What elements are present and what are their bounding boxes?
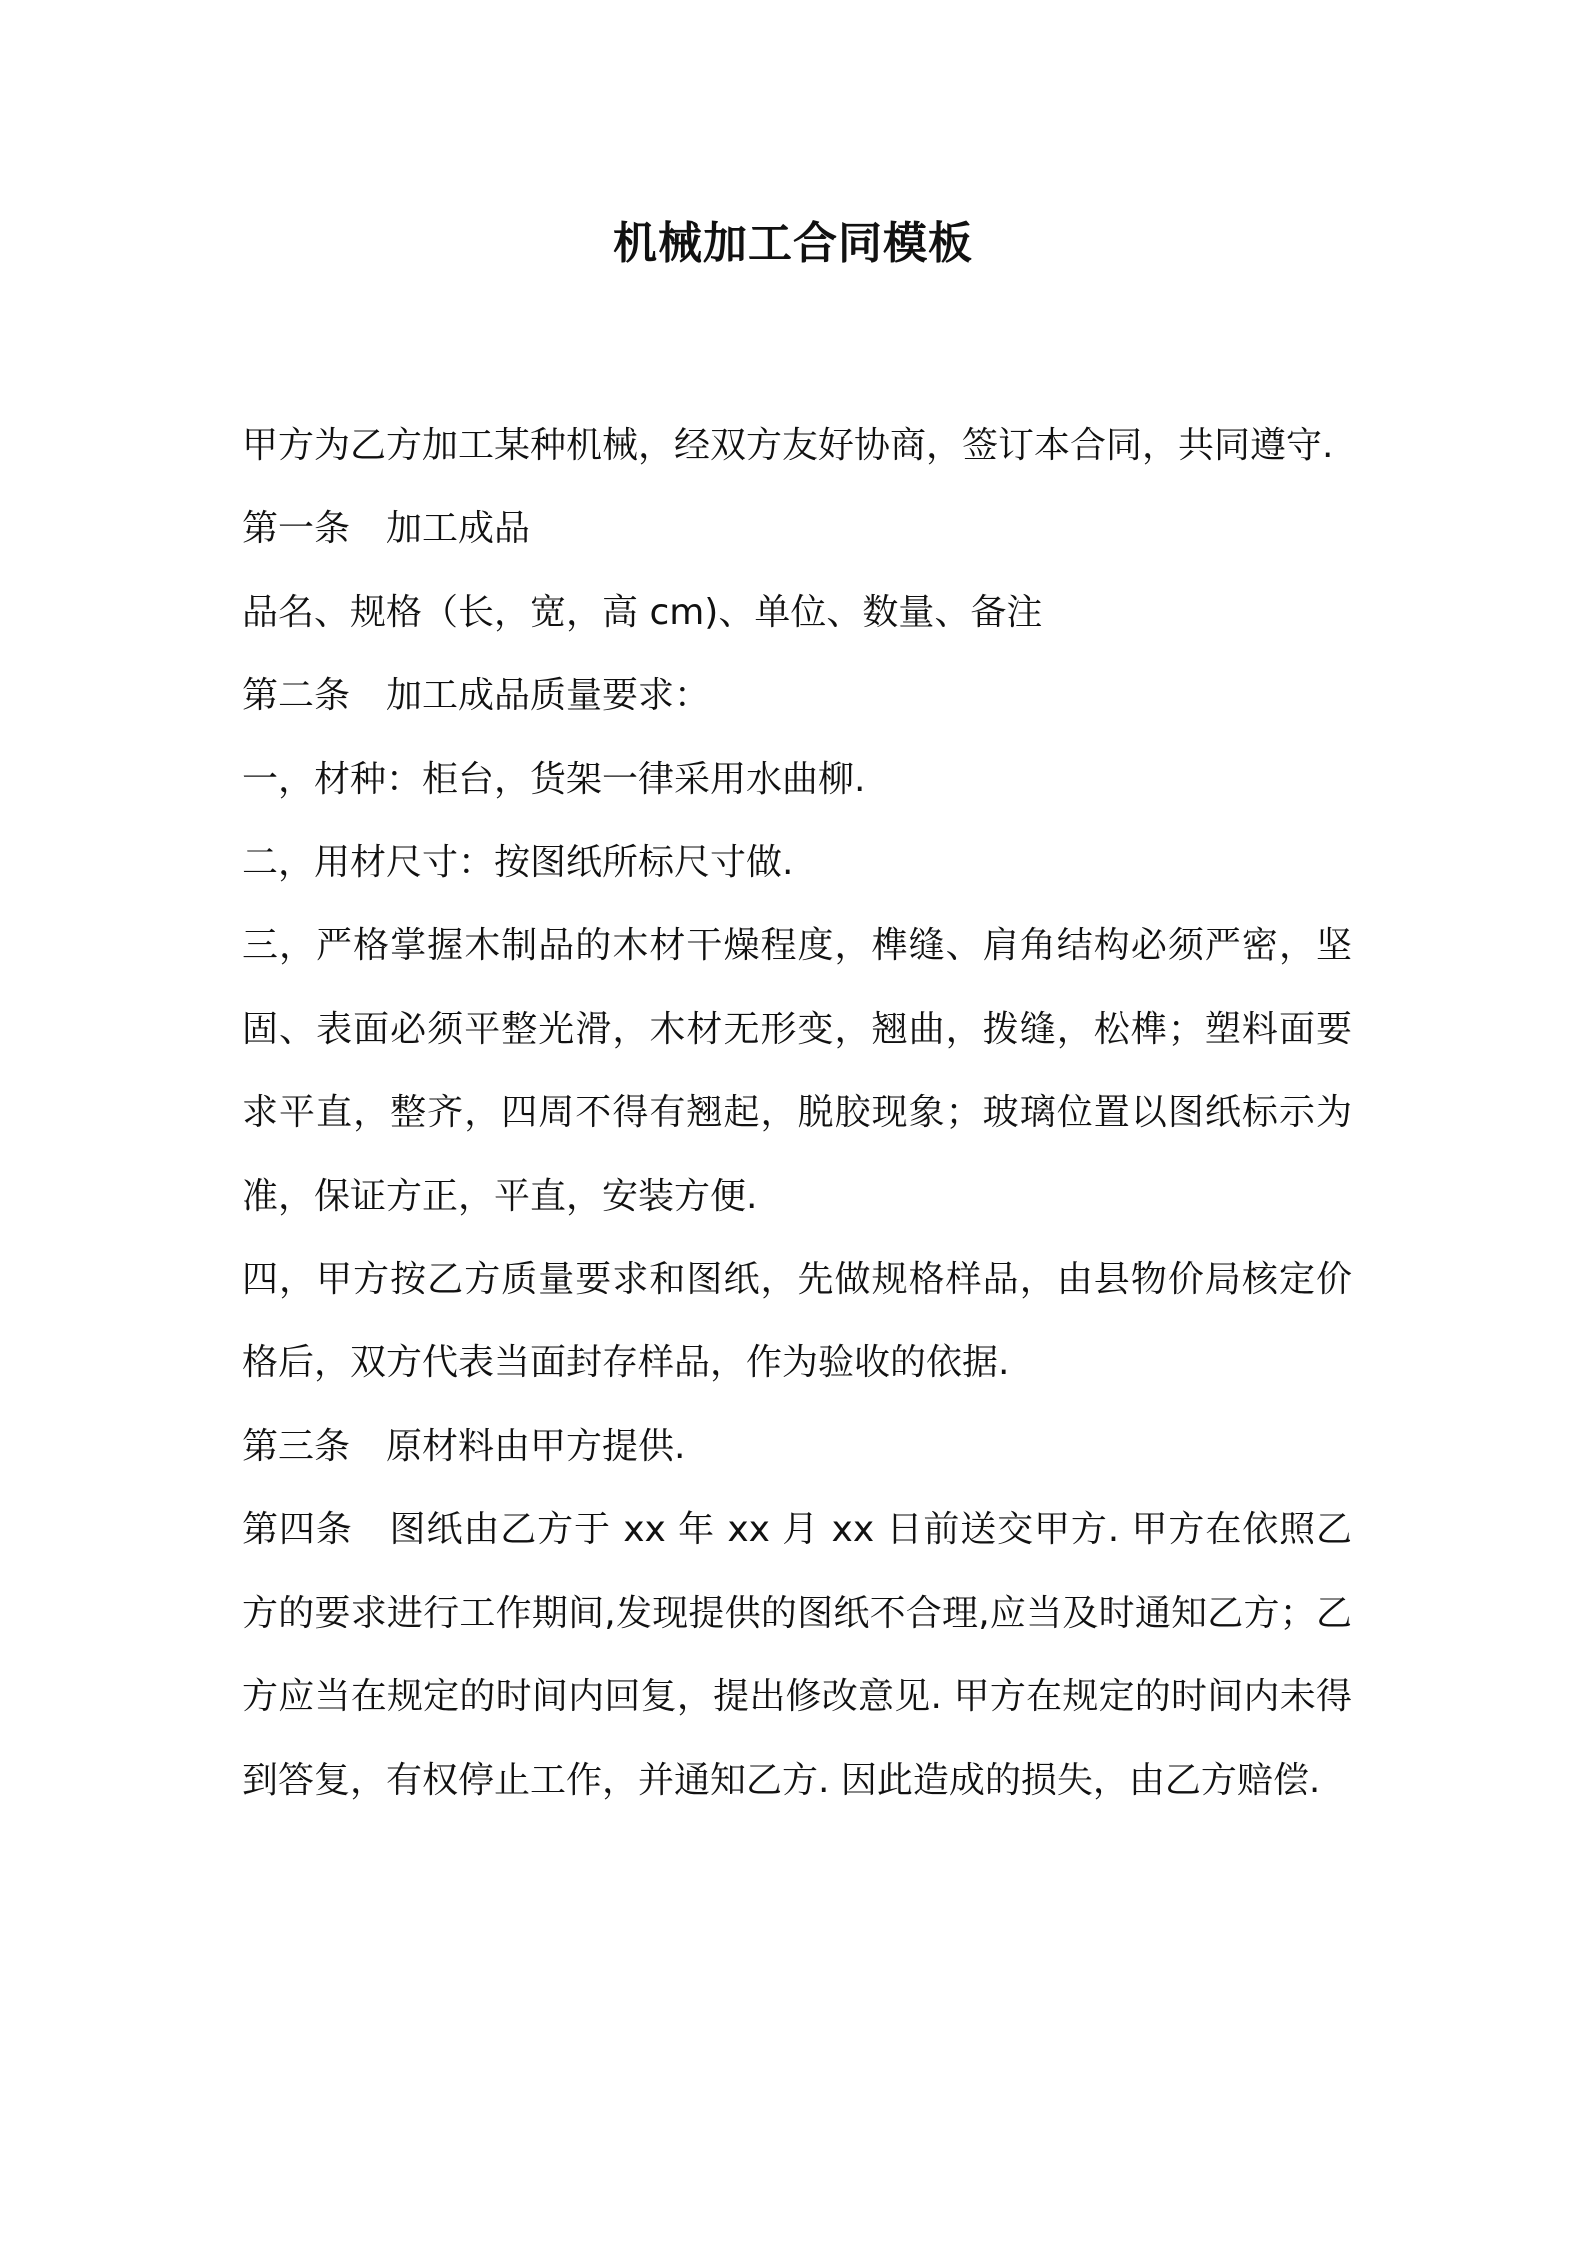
article-2 (242, 654, 1352, 737)
intro-paragraph: 甲方为乙方加工某种机械，经双方友好协商，签订本合同，共同遵守. (242, 425, 1334, 466)
article-4-text: 图纸由乙方于 xx 年 xx 月 xx 日前送交甲方. 甲方在依照乙方的要求进行工作期间,发现提供的图纸不合理,应当及时通知乙方；乙方应当在规定的时间内回复，提出修改意见. 甲方在规定的时间内未得到答复，有权停止工作，并通知乙方. 因此造成的损失，由乙方赔偿. (242, 1509, 1352, 1801)
article-1-heading: 第一条 (242, 508, 351, 550)
item-3: 三，严格掌握木制品的木材干燥程度，榫缝、肩角结构必须严密，坚固、表面必须平整光滑，木材无形变，翘曲，拨缝，松榫；塑料面要求平直，整齐，四周不得有翘起，脱胶现象；玻璃位置以图纸标示为准，保证方正，平直，安装方便. (242, 925, 1352, 1217)
article-1 (242, 487, 1352, 570)
item-2: 二，用材尺寸：按图纸所标尺寸做. (242, 842, 794, 884)
article-3-heading: 第三条 (242, 1425, 351, 1467)
article-3 (242, 1405, 1352, 1488)
item-4: 四，甲方按乙方质量要求和图纸，先做规格样品，由县物价局核定价格后，双方代表当面封存样品，作为验收的依据. (242, 1259, 1352, 1384)
article-4 (242, 1488, 1352, 1822)
article-4-heading: 第四条 (242, 1509, 353, 1551)
article-1-detail: 品名、规格（长，宽，高 cm)、单位、数量、备注 (242, 591, 1043, 633)
article-3-text: 原材料由甲方提供. (386, 1425, 686, 1467)
article-2-text: 加工成品质量要求： (386, 675, 711, 717)
article-1-text: 加工成品 (386, 508, 531, 550)
document-body (242, 404, 1352, 1822)
item-1: 一，材种：柜台，货架一律采用水曲柳. (242, 758, 866, 800)
document-title: 机械加工合同模板 (613, 218, 973, 269)
article-2-heading: 第二条 (242, 675, 351, 717)
